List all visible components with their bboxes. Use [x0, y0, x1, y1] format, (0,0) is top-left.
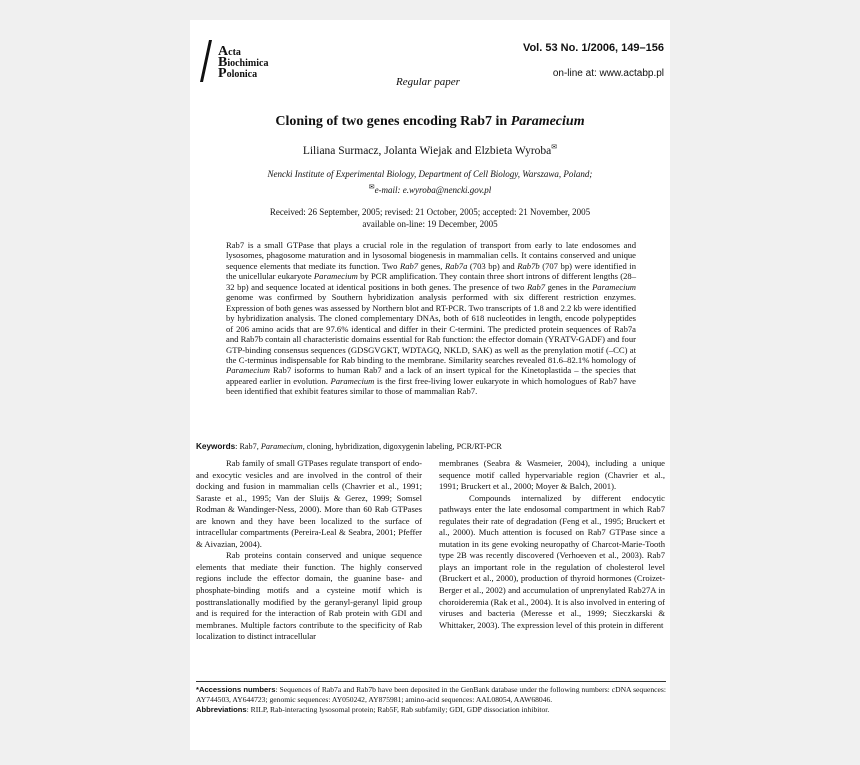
footnotes: *Accessions numbers: Sequences of Rab7a and Rab7b have been deposited in the GenBank database under the following numbers: cDNA sequences: AY744503, AY644723; genomic sequences: AY050242, AY875981; amino-acid sequences: AAL08054, AAW68046. Abbreviations: RILP, Rab-interacting lysosomal protein; Rab5F, Rab subfamily; GDI, GDP dissociation inhibitor. — [196, 685, 666, 714]
body-column-left — [196, 458, 422, 643]
online-link[interactable]: on-line at: www.actabp.pl — [552, 68, 664, 79]
paragraph: Rab family of small GTPases regulate transport of endo- and exocytic vesicles and are involved in the control of their docking and fusion in mammalian cells (Chavrier et al., 1991; Saraste et al., 1995; Van der Sluijs & Gerez, 1999; Somsel Rodman & Wandinger-Ness, 2000). More than 60 Rab GTPases are known and they have been localized to the surface of intracellular compartments (Pereira-Leal & Seabra, 2001; Pfeffer & Aivazian, 2004). — [196, 458, 422, 549]
dates: Received: 26 September, 2005; revised: 21 October, 2005; accepted: 21 November, 2005 available on-line: 19 December, 2005 — [269, 207, 591, 229]
affiliation: Nencki Institute of Experimental Biology, Department of Cell Biology, Warszawa, Poland; ✉e-mail: e.wyroba@nencki.gov.pl — [267, 169, 593, 195]
abstract: Rab7 is a small GTPase that plays a crucial role in the regulation of transport from early to late endosomes and lysosomes, phagosome maturation and in lysosomal biogenesis in mammalian cells. It contains conserved and unique sequence elements that mediate its function. Two Rab7 genes, Rab7a (703 bp) and Rab7b (707 bp) were identified in the unicellular eukaryote Paramecium by PCR amplification. They contain three short introns of different lengths (28–32 bp) and sequence located at identical positions in both genes. The presence of two Rab7 genes in the Paramecium genome was confirmed by Southern hybridization analysis performed with six different restriction enzymes. Expression of both genes was assessed by Northern blot and RT-PCR. Two transcripts of 1.8 and 2.2 kb were identified by hybridization analysis. The cloned complementary DNAs, both of 618 nucleotides in length, encode polypeptides of 206 amino acids that are 97.6% identical and differ in their C-termini. The predicted protein sequences of Rab7a and Rab7b contain all characteristic domains essential for Rab function: the effector domain (YRATV-GADF) and four GTP-binding consensus sequences (GDSGVGKT, WDTAGQ, NKLD, SAK) as well as the prenylation motif (–CC) at the C-terminus indispensable for Rab binding to the membrane. Similarity searches revealed 81.6–82.1% homology of Paramecium Rab7 isoforms to human Rab7 and a lack of an insert typical for the Kinetoplastida – the species that appeared earlier in evolution. Paramecium is the first free-living lower eukaryote in which homologues of Rab7 have been identified that exhibit features similar to those of mammalian Rab7. — [226, 240, 636, 397]
email-mark-icon: ✉ — [551, 143, 558, 151]
email[interactable]: e-mail: e.wyroba@nencki.gov.pl — [374, 185, 492, 195]
paragraph: membranes (Seabra & Wasmeier, 2004), including a unique sequence motif called hypervariable region (Chavrier et al., 1991; Bruckert et al., 2000; Moyer & Balch, 2001). — [439, 458, 665, 492]
paragraph: Compounds internalized by different endocytic pathways enter the late endosomal compartment in which Rab7 regulates their rate of degradation (Feng et al., 1995; Bruckert et al., 2000). Much attention is focused on Rab7 GTPase since a mutation in its gene evoking neuropathy of Charcot-Marie-Tooth type 2B was recently discovered (Verhoeven et al., 2003). Rab7 plays an important role in the regulation of cholesterol level (Bruckert et al., 2000), production of thyroid hormones (Croizet-Berger et al., 2002) and accumulation of unprenylated Rab27A in choroideremia (Rak et al., 2004). It is also involved in entering of viruses and bacteria (Meresse et al., 1999; Sieczkarski & Whittaker, 2003). The expression level of this protein in different — [439, 492, 665, 630]
authors: Liliana Surmacz, Jolanta Wiejak and Elzbieta Wyroba✉ — [302, 143, 558, 157]
volume-info: Vol. 53 No. 1/2006, 149–156 — [522, 42, 664, 54]
paragraph: Rab proteins contain conserved and unique sequence elements that mediate their function. The highly conserved regions include the effector domain, the guanine base- and phosphate-binding motifs and a cysteine motif which is posttranslationally modified by the geranyl-geranyl lipid group and is required for the interaction of Rab protein with GDI and membranes. Multiple factors contribute to the specificity of Rab localization to distinct intracellular — [196, 550, 422, 642]
logo-line-1: Acta — [218, 44, 241, 59]
journal-logo — [196, 40, 286, 82]
logo-line-2: Biochimica — [218, 55, 269, 70]
paper-category: Regular paper — [396, 76, 460, 88]
logo-line-3: Polonica — [218, 66, 258, 81]
body-column-right — [439, 458, 665, 631]
keywords: Keywords: Rab7, Paramecium, cloning, hybridization, digoxygenin labeling, PCR/RT-PCR — [196, 442, 502, 451]
paper-title: Cloning of two genes encoding Rab7 in Paramecium — [275, 114, 585, 129]
email-icon: ✉ — [368, 183, 375, 191]
logo-slash-icon — [198, 40, 216, 82]
footnote-divider — [196, 681, 666, 682]
